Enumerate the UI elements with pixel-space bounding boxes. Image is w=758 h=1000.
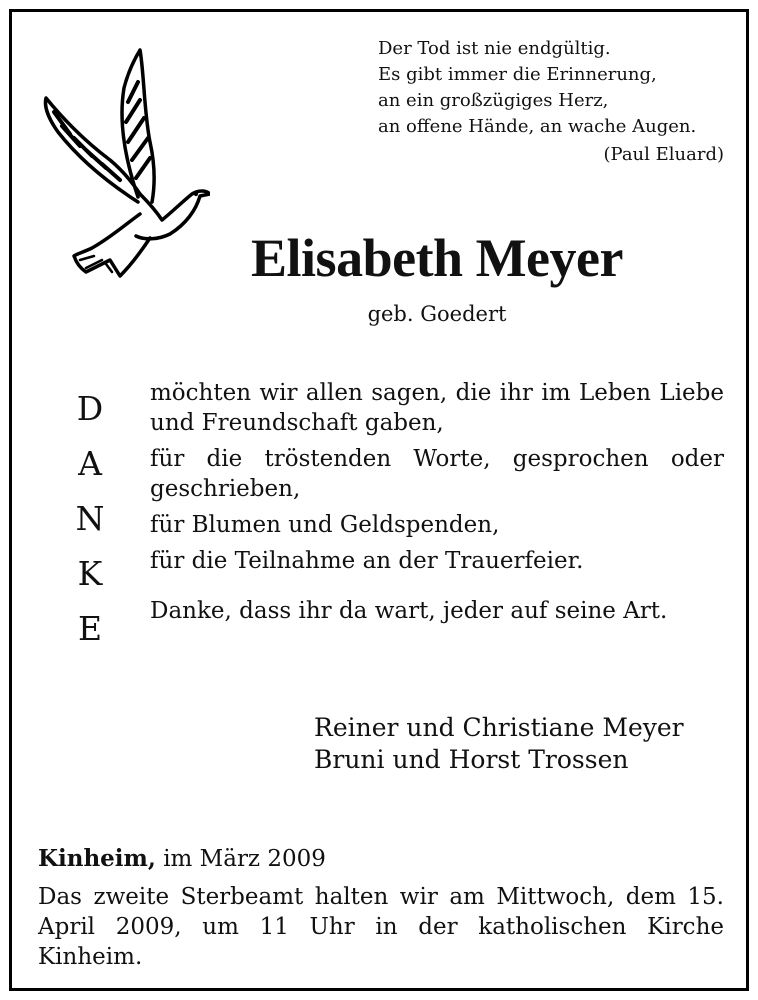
signer: Reiner und Christiane Meyer (314, 713, 684, 742)
thanks-paragraph: für Blumen und Geldspenden, (150, 512, 500, 538)
quote-line: an ein großzügiges Herz, (378, 90, 609, 111)
obituary-notice (9, 9, 749, 991)
maiden-name: geb. Goedert (367, 302, 507, 326)
quote (378, 36, 724, 168)
thanks-paragraph: möchten wir allen sagen, die ihr im Leben Liebe und Freundschaft gaben, (150, 380, 724, 436)
quote-line: an offene Hände, an wache Augen. (378, 116, 697, 137)
quote-line: Der Tod ist nie endgültig. (378, 38, 611, 59)
quote-line: Es gibt immer die Erinnerung, (378, 64, 657, 85)
danke-vertical-word (70, 381, 110, 656)
place-date (38, 844, 724, 874)
danke-letter: N (75, 499, 105, 538)
footer (38, 844, 724, 972)
quote-author: (Paul Eluard) (603, 144, 724, 165)
danke-letter: E (77, 609, 103, 648)
danke-letter: A (78, 444, 102, 483)
service-announcement: Das zweite Sterbeamt halten wir am Mittwoch, dem 15. April 2009, um 11 Uhr in der katholischen Kirche Kinheim. (38, 884, 724, 970)
thanks-closing: Danke, dass ihr da wart, jeder auf seine Art. (150, 598, 668, 624)
deceased-name: Elisabeth Meyer (251, 228, 623, 288)
danke-letter: K (77, 554, 103, 593)
thanks-paragraph: für die tröstenden Worte, gesprochen oder geschrieben, (150, 446, 724, 502)
thanks-text (150, 378, 724, 626)
town: Kinheim, (38, 845, 156, 872)
danke-letter: D (76, 389, 104, 428)
date: im März 2009 (155, 846, 326, 872)
signer: Bruni und Horst Trossen (314, 745, 629, 774)
thanks-paragraph: für die Teilnahme an der Trauerfeier. (150, 548, 584, 574)
signers (314, 712, 724, 776)
